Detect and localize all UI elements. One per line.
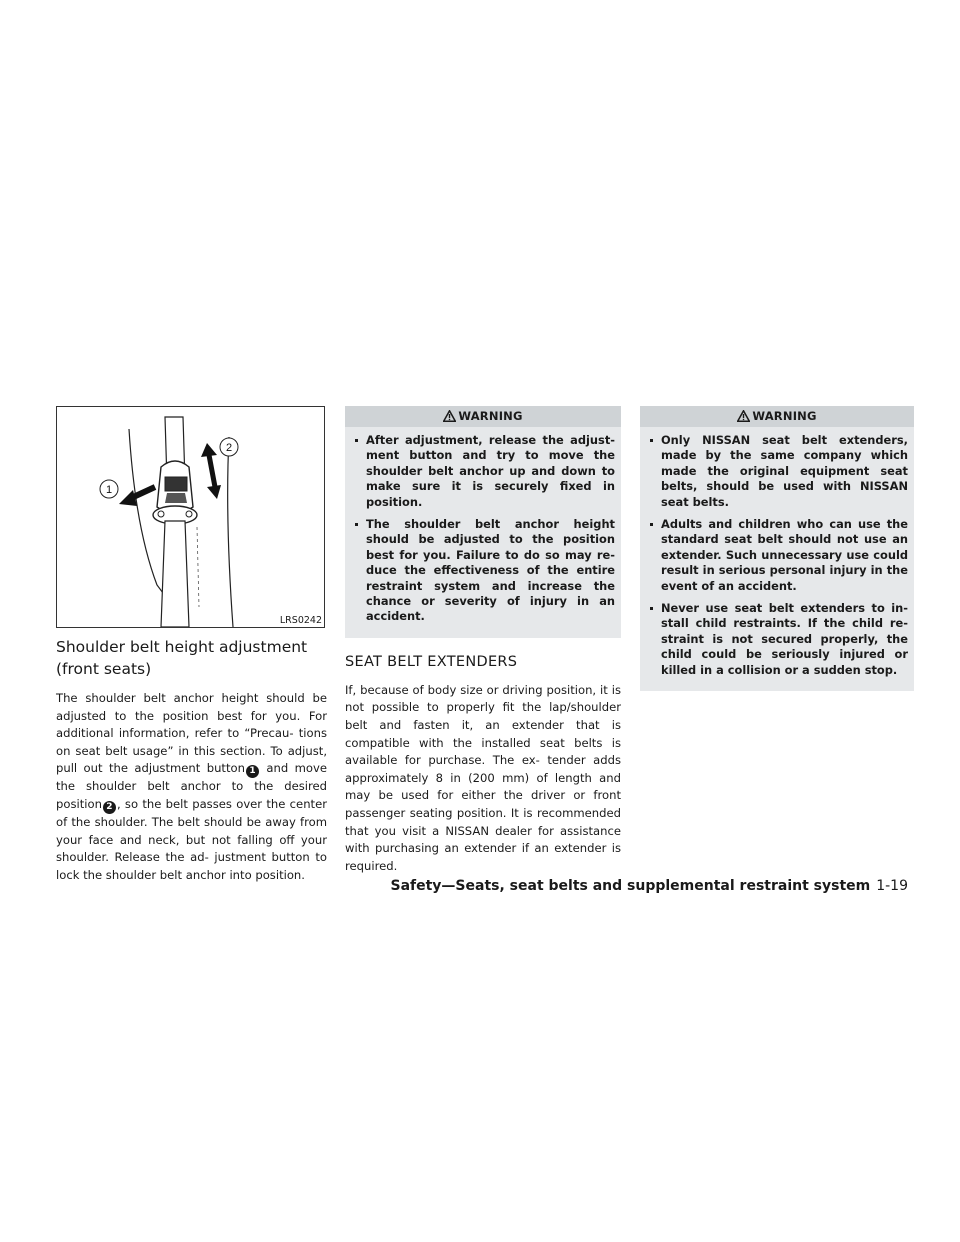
para-text-c: , so the belt passes over the center of the shoulder. The belt should be away from your face and neck, but not falling off your shoulder. Release the ad- justment button to lock the shoulder belt anchor into position. <box>56 796 327 882</box>
belt-anchor-drawing <box>57 407 324 627</box>
marker-2-icon: 2 <box>103 801 116 814</box>
warning-header <box>345 406 621 427</box>
middle-column <box>345 406 621 875</box>
warning-item: The shoulder belt anchor height should be adjusted to the position best for you. Failure to do so may re- duce the effectiveness of the entire restraint system and increase the chance or severity of injury in an accident. <box>351 517 615 625</box>
warning-title: WARNING <box>458 409 523 423</box>
page-footer <box>391 876 909 896</box>
heading-line-1: Shoulder belt height adjustment <box>56 638 308 656</box>
section-heading <box>56 636 327 680</box>
figure-callout-1: 1 <box>105 484 113 496</box>
left-column <box>56 406 327 884</box>
right-column <box>640 406 914 691</box>
warning-box <box>640 406 914 691</box>
footer-section-title: Safety—Seats, seat belts and supplemental restraint system <box>390 878 871 894</box>
extender-paragraph: If, because of body size or driving position, it is not possible to properly fit the lap/shoulder belt and fasten it, an extender that is compatible with the installed seat belts is available for purchase. The ex- tender adds approximately 8 in (200 mm) of length and may be used for either the driver or front passenger seating position. It is recommended that you visit a NISSAN dealer for assistance with purchasing an extender if an extender is required. <box>345 682 621 873</box>
warning-header <box>640 406 914 427</box>
para-text-b: and move the shoulder belt anchor to the desired position <box>56 761 328 811</box>
page-number: 1-19 <box>876 878 908 894</box>
figure-callout-2: 2 <box>225 442 233 454</box>
warning-item: Never use seat belt extenders to in- stall child restraints. If the child re- straint is not secured properly, the child could be seriously injured or killed in a collision or a sudden stop. <box>646 601 908 678</box>
warning-list <box>640 427 914 678</box>
section-heading: SEAT BELT EXTENDERS <box>345 653 518 670</box>
warning-item: After adjustment, release the adjust- ment button and try to move the shoulder belt anchor up and down to make sure it is securely fixed in position. <box>351 433 615 510</box>
warning-item: Adults and children who can use the standard seat belt should not use an extender. Such unnecessary use could result in serious personal injury in the event of an accident. <box>646 517 908 594</box>
warning-list <box>345 427 621 625</box>
warning-item: Only NISSAN seat belt extenders, made by the same company which made the original equipment seat belts, should be used with NISSAN seat belts. <box>646 433 908 510</box>
heading-line-2: (front seats) <box>56 660 152 678</box>
adjustment-paragraph <box>56 690 327 884</box>
warning-icon <box>443 410 456 422</box>
warning-box <box>345 406 621 638</box>
warning-icon <box>737 410 750 422</box>
para-text-a: The shoulder belt anchor height should be adjusted to the position best for you. For additional information, refer to “Precau- tions on seat belt usage” in this section. To adjust, pull out the adjustment button <box>56 691 327 776</box>
marker-1-icon: 1 <box>246 765 259 778</box>
figure-code: LRS0242 <box>279 615 322 626</box>
warning-title: WARNING <box>752 409 817 423</box>
shoulder-belt-illustration <box>56 406 325 628</box>
